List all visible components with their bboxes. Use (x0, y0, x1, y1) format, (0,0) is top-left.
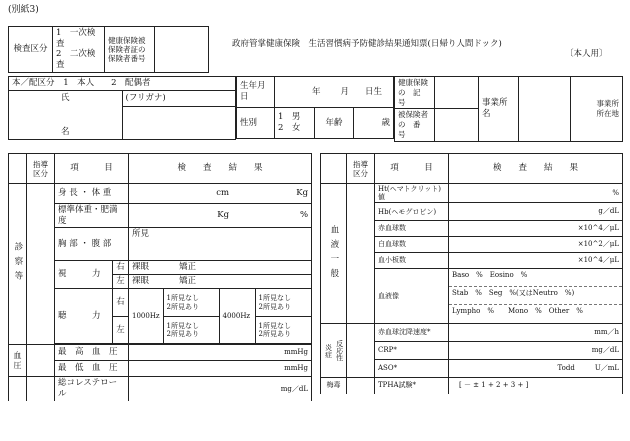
exam-category-box (8, 26, 209, 73)
exam-category-label: 検査区分 (9, 27, 53, 73)
row-esr: 赤血球沈降速度* (375, 324, 449, 342)
age-label: 年齢 (314, 108, 354, 139)
plt-value[interactable]: ×10^4／μL (449, 253, 623, 269)
birth-year-unit: 年 (312, 86, 321, 97)
vision-left-naked: 裸眼 (132, 276, 150, 287)
guide-cell-inflam[interactable] (347, 324, 375, 378)
hearing-grid (129, 289, 312, 344)
person-type-label: 本／配区分 (12, 78, 55, 88)
hearing-left-4000[interactable]: 1所見なし 2所見あり (258, 321, 291, 338)
vision-left-label: 左 (113, 275, 129, 289)
person-info-left (8, 76, 236, 140)
birth-label: 生年月日 (237, 77, 275, 108)
bmi-unit-kg: Kg (217, 210, 230, 221)
group-bp-label: 血圧 (9, 345, 27, 377)
height-unit: cm (216, 188, 230, 199)
attachment-label: (別紙3) (8, 5, 39, 15)
row-ht: Ht(ヘマトクリット)値 (375, 184, 449, 203)
office-name-field[interactable] (519, 77, 571, 142)
guide-cell-syph[interactable] (347, 378, 375, 394)
exam-option-2: 2 二次検査 (56, 49, 96, 70)
wbc-value[interactable]: ×10^2／μL (449, 237, 623, 253)
left-header-guide: 指導区分 (27, 154, 55, 184)
row-bp-max: 最 高 血 圧 (55, 345, 129, 361)
row-crp: CRP* (375, 342, 449, 360)
insured-number-label: 被保険者 の 番 号 (395, 109, 435, 141)
bmi-unit-percent: % (299, 210, 309, 221)
name-field[interactable] (122, 106, 236, 139)
exam-options (53, 27, 105, 73)
tpha-value[interactable]: [ － ± 1 + 2 + 3 + ] (449, 378, 623, 394)
hearing-right-1000[interactable]: 1所見なし 2所見あり (163, 289, 219, 316)
guide-cell-blood[interactable] (347, 184, 375, 324)
name-label-top: 氏 (9, 90, 123, 106)
row-hb: Hb(ヘモグロビン) (375, 203, 449, 221)
guide-cell-exam[interactable] (27, 184, 55, 345)
person-type-row (9, 77, 236, 91)
name-label-bottom: 名 (9, 106, 123, 139)
hearing-left-label: 左 (113, 316, 129, 344)
vision-right-value[interactable] (129, 261, 312, 275)
group-syphilis-label: 梅毒 (321, 378, 347, 394)
hearing-4000hz-label: 4000Hz (219, 289, 255, 343)
birth-field[interactable] (275, 77, 394, 108)
person-type-options: 1 本人 2 配偶者 (63, 78, 151, 88)
hearing-1000hz-label: 1000Hz (129, 289, 163, 343)
person-info-right (394, 76, 623, 142)
group-blood-label: 血液一般 (321, 184, 347, 324)
sex-label: 性別 (237, 108, 275, 139)
insured-number-field[interactable] (435, 109, 479, 141)
symbol-field[interactable] (435, 77, 479, 109)
office-name-label: 事業所名 (479, 77, 519, 142)
left-results-table (8, 153, 312, 401)
right-header-guide: 指導区分 (347, 154, 375, 184)
symbol-label: 健康保険 の 記 号 (395, 77, 435, 109)
hearing-left-1000[interactable]: 1所見なし 2所見あり (163, 316, 219, 343)
bp-max-value[interactable]: mmHg (129, 345, 312, 361)
row-aso: ASO* (375, 360, 449, 378)
row-bp-min: 最 低 血 圧 (55, 361, 129, 377)
birth-day-unit: 日生 (365, 86, 383, 97)
insurance-number-value[interactable] (155, 27, 209, 73)
row-tpha: TPHA試験* (375, 378, 449, 394)
aso-value[interactable] (449, 360, 623, 378)
rbc-value[interactable]: ×10^4／μL (449, 221, 623, 237)
document-title: 政府管掌健康保険 生活習慣病予防健診結果通知票(日帰り人間ドック) (232, 39, 502, 49)
bmi-value[interactable] (129, 204, 312, 228)
row-differential: 血液像 (375, 269, 449, 324)
vision-right-naked: 裸眼 (132, 262, 150, 273)
row-height-weight: 身 長 ・ 体 重 (55, 184, 129, 204)
hearing-right-4000[interactable]: 1所見なし 2所見あり (255, 289, 311, 316)
copy-for-label: 〔本人用〕 (565, 49, 608, 59)
height-weight-value[interactable] (129, 184, 312, 204)
ht-value[interactable]: % (449, 184, 623, 203)
weight-unit: Kg (296, 188, 309, 199)
diff-line-3: Lympho % Mono % Other % (452, 307, 583, 316)
row-rbc: 赤血球数 (375, 221, 449, 237)
vision-right-corrected: 矯正 (179, 262, 197, 273)
hearing-right-label: 右 (113, 289, 129, 317)
right-header-result: 検 査 結 果 (449, 154, 623, 184)
differential-values[interactable] (449, 269, 623, 324)
diff-line-1: Baso % Eosino % (449, 269, 622, 287)
guide-cell-bp[interactable] (27, 345, 55, 377)
cholesterol-value[interactable]: mg／dL (129, 377, 312, 401)
right-results-table (320, 153, 623, 394)
exam-option-1: 1 一次検査 (56, 28, 96, 49)
row-bmi: 標準体重・肥満度 (55, 204, 129, 228)
left-header-result: 検 査 結 果 (129, 154, 312, 184)
row-vision: 視 力 (55, 261, 113, 289)
right-header-item: 項 目 (375, 154, 449, 184)
vision-right-label: 右 (113, 261, 129, 275)
sex-options[interactable]: 1 男 2 女 (275, 108, 315, 139)
office-addr-label: 事業所 所在地 (571, 77, 623, 142)
hb-value[interactable]: g／dL (449, 203, 623, 221)
birth-month-unit: 月 (340, 86, 350, 97)
left-header-item: 項 目 (55, 154, 129, 184)
row-hearing: 聴 力 (55, 289, 113, 344)
group-exam-label: 診察等 (9, 184, 27, 345)
aso-unit: U／mL (594, 364, 619, 373)
furigana-field[interactable] (122, 90, 236, 106)
aso-todd: Todd (557, 364, 575, 373)
esr-value[interactable]: mm／h (449, 324, 623, 342)
insurance-number-label: 健康保険被 保険者証の 保険者番号 (105, 27, 155, 73)
diff-line-2: Stab % Seg %(又はNeutro %) (449, 287, 622, 305)
crp-value[interactable]: mg／dL (449, 342, 623, 360)
furigana-label: (フリガナ) (125, 92, 166, 103)
bp-min-value[interactable]: mmHg (129, 361, 312, 377)
row-cholesterol: 総コレステロール (55, 377, 129, 401)
age-unit: 歳 (354, 108, 394, 139)
vision-left-value[interactable] (129, 275, 312, 289)
group-inflam-label: 炎症 反応性 (321, 324, 347, 378)
row-chest: 胸 部 ・ 腹 部 (55, 228, 129, 261)
row-plt: 血小板数 (375, 253, 449, 269)
guide-cell-chol[interactable] (27, 377, 55, 401)
row-wbc: 白血球数 (375, 237, 449, 253)
vision-left-corrected: 矯正 (179, 276, 197, 287)
chest-findings[interactable]: 所見 (129, 228, 312, 261)
person-info-middle (236, 76, 394, 139)
